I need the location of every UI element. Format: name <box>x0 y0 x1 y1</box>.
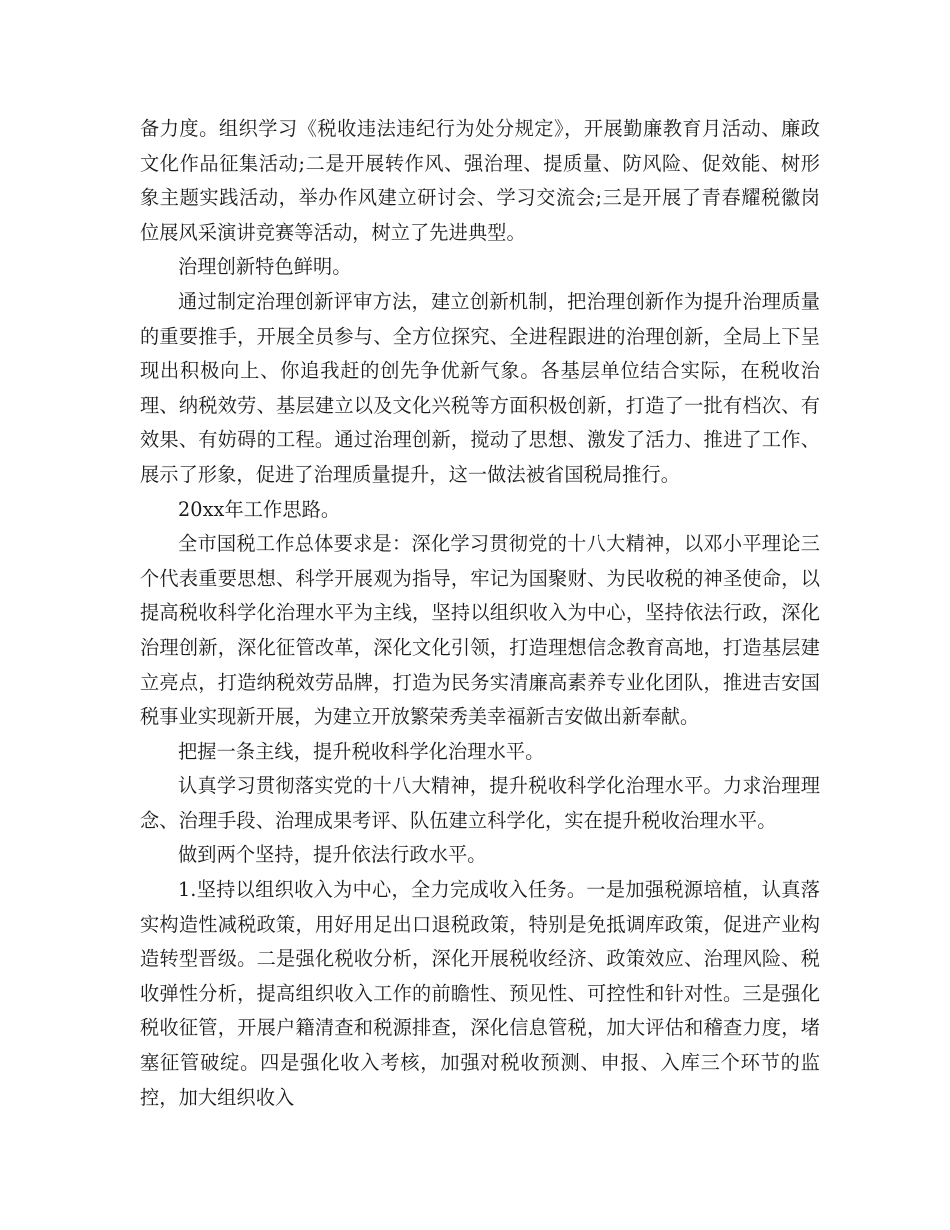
paragraph-continued: 备力度。组织学习《税收违法违纪行为处分规定》，开展勤廉教育月活动、廉政文化作品征集活动;二是开展转作风、强治理、提质量、防风险、促效能、树形象主题实践活动，举办作风建立研讨会、学习交流会;三是开展了青春耀税徽岗位展风采演讲竞赛等活动，树立了先进典型。 <box>140 117 820 244</box>
heading-two-persistences: 做到两个坚持，提升依法行政水平。 <box>178 843 487 867</box>
paragraph-overall-requirements: 全市国税工作总体要求是：深化学习贯彻党的十八大精神，以邓小平理论三个代表重要思想、科学开展观为指导，牢记为国聚财、为民收税的神圣使命，以提高税收科学化治理水平为主线，坚持以组织收入为中心，坚持依法行政，深化治理创新，深化征管改革，深化文化引领，打造理想信念教育高地，打造基层建立亮点，打造纳税效劳品牌，打造为民务实清廉高素养专业化团队，推进吉安国税事业实现新开展，为建立开放繁荣秀美幸福新吉安做出新奉献。 <box>140 532 820 729</box>
heading-governance-innovation: 治理创新特色鲜明。 <box>178 255 352 279</box>
paragraph-governance-innovation: 通过制定治理创新评审方法，建立创新机制，把治理创新作为提升治理质量的重要推手，开展全员参与、全方位探究、全进程跟进的治理创新，全局上下呈现出积极向上、你追我赶的创先争优新气象。各基层单位结合实际，在税收治理、纳税效劳、基层建立以及文化兴税等方面积极创新，打造了一批有档次、有效果、有妨碍的工程。通过治理创新，搅动了思想、激发了活力、推进了工作、展示了形象，促进了治理质量提升，这一做法被省国税局推行。 <box>140 289 820 486</box>
paragraph-revenue-tasks: 1.坚持以组织收入为中心，全力完成收入任务。一是加强税源培植，认真落实构造性减税政策，用好用足出口退税政策，特别是免抵调库政策，促进产业构造转型晋级。二是强化税收分析，深化开展税收经济、政策效应、治理风险、税收弹性分析，提高组织收入工作的前瞻性、预见性、可控性和针对性。三是强化税收征管，开展户籍清查和税源排查，深化信息管税，加大评估和稽查力度，堵塞征管破绽。四是强化收入考核，加强对税收预测、申报、入库三个环节的监控，加大组织收入 <box>140 878 820 1109</box>
heading-main-line: 把握一条主线，提升税收科学化治理水平。 <box>178 739 545 763</box>
paragraph-main-line: 认真学习贯彻落实党的十八大精神，提升税收科学化治理水平。力求治理理念、治理手段、治理成果考评、队伍建立科学化，实在提升税收治理水平。 <box>140 774 820 832</box>
document-body <box>140 112 820 1115</box>
heading-work-plan: 20xx年工作思路。 <box>178 497 341 521</box>
